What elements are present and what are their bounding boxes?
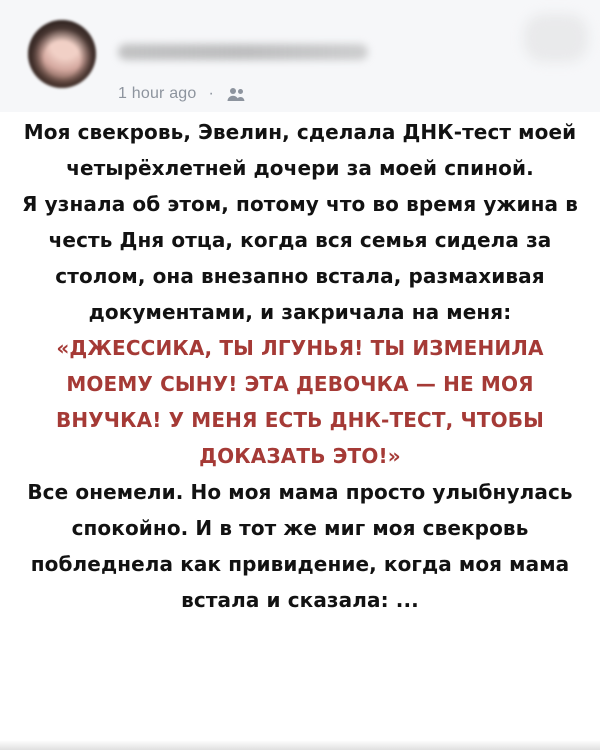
blurred-author-name[interactable] (118, 44, 368, 60)
bottom-stripe (0, 740, 600, 750)
story-paragraph-2: Я узнала об этом, потому что во время ужина в честь Дня отца, когда вся семья сидела за столом, она внезапно встала, размахивая документами, и закричала на меня: (22, 192, 578, 324)
profile-avatar[interactable] (28, 20, 96, 88)
blurred-corner-element (524, 14, 588, 62)
post-header (0, 0, 600, 112)
post-text (0, 114, 600, 734)
post-meta (118, 84, 248, 104)
story-paragraph-1: Моя свекровь, Эвелин, сделала ДНК-тест моей четырёхлетней дочери за моей спиной. (23, 120, 577, 180)
people-icon (224, 85, 248, 103)
post-time[interactable]: 1 hour ago (118, 85, 197, 102)
avatar-hair-overlay (28, 20, 96, 88)
meta-separator: · (208, 85, 215, 102)
story-paragraph-3: Все онемели. Но моя мама просто улыбнулась спокойно. И в тот же миг моя свекровь побледнела как привидение, когда моя мама встала и сказала: ... (27, 480, 573, 612)
story-quote: «ДЖЕССИКА, ТЫ ЛГУНЬЯ! ТЫ ИЗМЕНИЛА МОЕМУ СЫНУ! ЭТА ДЕВОЧКА — НЕ МОЯ ВНУЧКА! У МЕНЯ ЕСТЬ ДНК-ТЕСТ, ЧТОБЫ ДОКАЗАТЬ ЭТО!» (55, 336, 545, 468)
